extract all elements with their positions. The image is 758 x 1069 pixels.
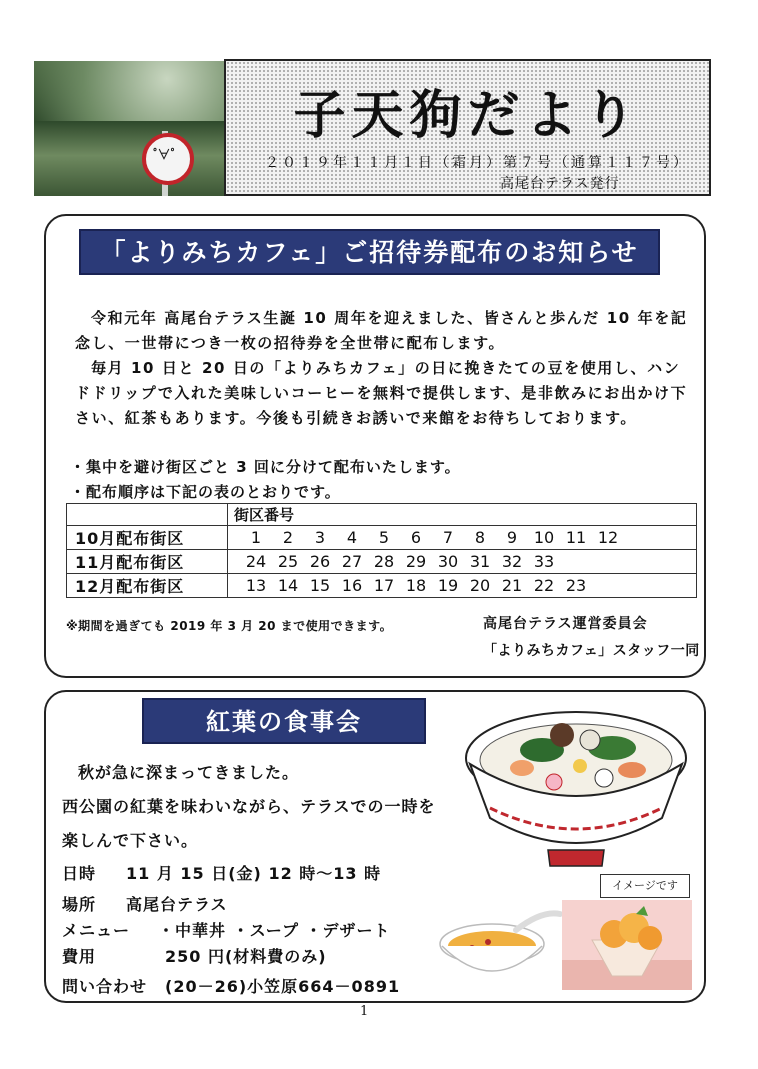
block-number: 6 bbox=[410, 528, 422, 547]
row-values bbox=[228, 526, 697, 550]
block-number: 30 bbox=[437, 552, 459, 571]
cafe-notice-banner: 「よりみちカフェ」ご招待券配布のお知らせ bbox=[79, 229, 660, 275]
bullet-2: ・配布順序は下記の表のとおりです。 bbox=[70, 483, 341, 501]
cafe-paragraph-1: 令和元年 高尾台テラス生誕 10 周年を迎えました、皆さんと歩んだ 10 年を記念し、一世帯につき一枚の招待券を全世帯に配布します。 bbox=[75, 309, 688, 352]
block-number: 31 bbox=[469, 552, 491, 571]
table-row bbox=[67, 574, 697, 598]
detail-label-place: 場所 bbox=[62, 895, 97, 914]
block-number: 18 bbox=[405, 576, 427, 595]
block-number: 3 bbox=[314, 528, 326, 547]
row-label: 11月配布街区 bbox=[67, 550, 228, 574]
block-number: 17 bbox=[373, 576, 395, 595]
dessert-photo bbox=[562, 900, 692, 990]
intro-line-1: 秋が急に深まってきました。 bbox=[78, 763, 300, 782]
block-number: 20 bbox=[469, 576, 491, 595]
row-values bbox=[228, 574, 697, 598]
detail-value-contact: (20－26)小笠原664－0891 bbox=[165, 977, 401, 996]
table-row bbox=[67, 526, 697, 550]
detail-label-cost: 費用 bbox=[62, 947, 97, 966]
soup-illustration bbox=[432, 900, 562, 992]
block-number: 27 bbox=[341, 552, 363, 571]
image-caption: イメージです bbox=[600, 874, 690, 898]
row-values bbox=[228, 550, 697, 574]
block-number: 25 bbox=[277, 552, 299, 571]
block-number: 29 bbox=[405, 552, 427, 571]
block-number: 10 bbox=[533, 528, 555, 547]
row-label: 10月配布街区 bbox=[67, 526, 228, 550]
detail-label-menu: メニュー bbox=[62, 921, 131, 940]
block-number: 22 bbox=[533, 576, 555, 595]
publisher: 高尾台テラス発行 bbox=[500, 176, 620, 192]
header-photo-road-sign: ﾟ∀ﾟ bbox=[34, 61, 224, 196]
block-number: 7 bbox=[442, 528, 454, 547]
cafe-notice-text bbox=[75, 306, 693, 431]
detail-value-cost: 250 円(材料費のみ) bbox=[165, 947, 327, 966]
row-label: 12月配布街区 bbox=[67, 574, 228, 598]
block-number: 2 bbox=[282, 528, 294, 547]
rice-bowl-illustration bbox=[462, 700, 690, 870]
intro-line-3: 楽しんで下さい。 bbox=[62, 831, 199, 850]
distribution-table bbox=[66, 503, 697, 598]
block-number: 9 bbox=[506, 528, 518, 547]
autumn-lunch-banner: 紅葉の食事会 bbox=[142, 698, 426, 744]
table-header-row bbox=[67, 504, 697, 526]
bullet-list bbox=[70, 455, 461, 505]
block-number: 33 bbox=[533, 552, 555, 571]
block-number: 8 bbox=[474, 528, 486, 547]
organizer-committee: 高尾台テラス運営委員会 bbox=[483, 616, 648, 632]
block-number: 32 bbox=[501, 552, 523, 571]
block-number: 5 bbox=[378, 528, 390, 547]
detail-label-datetime: 日時 bbox=[62, 864, 97, 883]
block-number: 14 bbox=[277, 576, 299, 595]
detail-value-datetime: 11 月 15 日(金) 12 時～13 時 bbox=[126, 864, 382, 883]
block-number: 4 bbox=[346, 528, 358, 547]
cafe-paragraph-2: 毎月 10 日と 20 日の「よりみちカフェ」の日に挽きたての豆を使用し、ハンドドリップで入れた美味しいコーヒーを無料で提供します、是非飲みにお出かけ下さい、紅茶もあります。今後も引続きお誘いで来館をお待ちしております。 bbox=[75, 359, 688, 427]
newsletter-title: 子天狗だより bbox=[293, 86, 642, 146]
page-number: 1 bbox=[360, 1004, 369, 1019]
block-number: 1 bbox=[250, 528, 262, 547]
organizer-staff: 「よりみちカフェ」スタッフ一同 bbox=[483, 643, 700, 659]
block-number: 13 bbox=[245, 576, 267, 595]
block-number: 15 bbox=[309, 576, 331, 595]
block-number: 21 bbox=[501, 576, 523, 595]
issue-line: ２０１９年１１月１日（霜月）第７号（通算１１７号） bbox=[265, 155, 690, 171]
detail-value-place: 高尾台テラス bbox=[126, 895, 228, 914]
detail-label-contact: 問い合わせ bbox=[62, 977, 148, 996]
table-row bbox=[67, 550, 697, 574]
block-number: 12 bbox=[597, 528, 619, 547]
block-number: 23 bbox=[565, 576, 587, 595]
block-number: 19 bbox=[437, 576, 459, 595]
detail-value-menu: ・中華丼 ・スープ ・デザート bbox=[158, 921, 391, 940]
validity-note: ※期間を過ぎても 2019 年 3 月 20 まで使用できます。 bbox=[66, 619, 393, 633]
bullet-1: ・集中を避け街区ごと 3 回に分けて配布いたします。 bbox=[70, 458, 461, 476]
intro-line-2: 西公園の紅葉を味わいながら、テラスでの一時を bbox=[62, 797, 436, 816]
table-header: 街区番号 bbox=[228, 504, 697, 526]
block-number: 28 bbox=[373, 552, 395, 571]
block-number: 11 bbox=[565, 528, 587, 547]
cafe-notice-box bbox=[44, 214, 706, 678]
block-number: 26 bbox=[309, 552, 331, 571]
block-number: 16 bbox=[341, 576, 363, 595]
block-number: 24 bbox=[245, 552, 267, 571]
